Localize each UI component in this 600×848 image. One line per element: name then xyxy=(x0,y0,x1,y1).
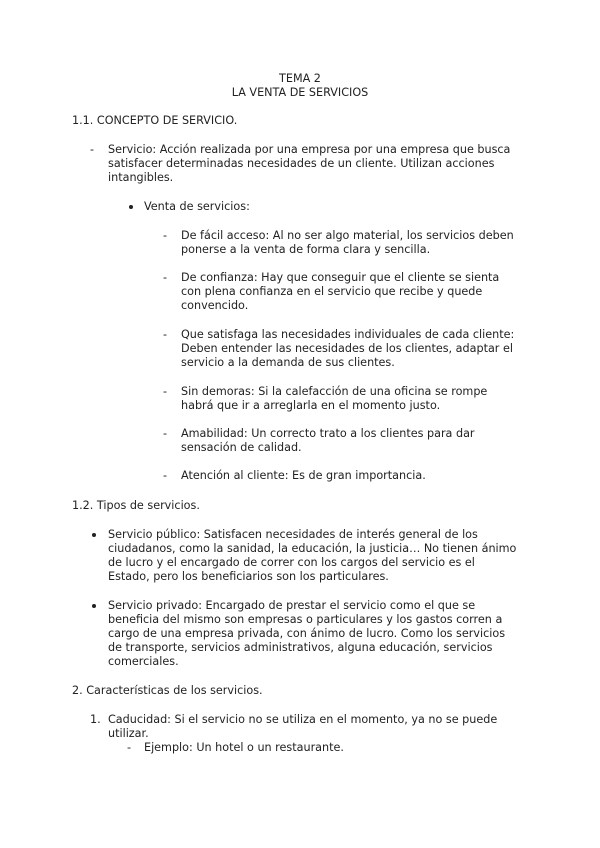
list-item-line: sensación de calidad. xyxy=(181,441,302,454)
list-item-line: ponerse a la venta de forma clara y sencilla. xyxy=(181,243,431,256)
section-heading-caracteristicas: 2. Características de los servicios. xyxy=(72,684,263,697)
list-dash: - xyxy=(163,385,168,398)
servicio-privado-line: Servicio privado: Encargado de prestar el servicio como el que se xyxy=(108,599,476,612)
caducidad-line: utilizar. xyxy=(108,727,149,740)
list-item-line: Atención al cliente: Es de gran importancia. xyxy=(181,469,426,482)
servicio-publico-line: ciudadanos, como la sanidad, la educación, la justicia… No tienen ánimo xyxy=(108,542,517,555)
list-item-line: servicio a la demanda de sus clientes. xyxy=(181,356,395,369)
list-number: 1. xyxy=(90,713,101,726)
list-item-line: Amabilidad: Un correcto trato a los clientes para dar xyxy=(181,427,475,440)
list-item-line: Que satisfaga las necesidades individuales de cada cliente: xyxy=(181,328,515,341)
servicio-privado-line: cargo de una empresa privada, con ánimo de lucro. Como los servicios xyxy=(108,627,506,640)
list-dash: - xyxy=(127,741,132,754)
servicio-definition-line: Servicio: Acción realizada por una empresa por una empresa que busca xyxy=(108,143,511,156)
bullet-dot xyxy=(92,604,96,608)
servicio-definition-line: satisfacer determinadas necesidades de un cliente. Utilizan acciones xyxy=(108,157,495,170)
caducidad-line: Caducidad: Si el servicio no se utiliza en el momento, ya no se puede xyxy=(108,713,498,726)
servicio-publico-line: Servicio público: Satisfacen necesidades de interés general de los xyxy=(108,528,478,541)
section-heading-tipos: 1.2. Tipos de servicios. xyxy=(72,499,200,512)
ejemplo-line: Ejemplo: Un hotel o un restaurante. xyxy=(144,741,344,754)
list-dash: - xyxy=(163,469,168,482)
list-item-line: De confianza: Hay que conseguir que el cliente se sienta xyxy=(181,271,500,284)
list-dash: - xyxy=(90,143,95,156)
list-item-line: Deben entender las necesidades de los clientes, adaptar el xyxy=(181,342,513,355)
bullet-dot xyxy=(129,205,133,209)
list-dash: - xyxy=(163,427,168,440)
bullet-dot xyxy=(92,533,96,537)
venta-servicios-label: Venta de servicios: xyxy=(144,200,250,213)
document-title: TEMA 2 xyxy=(279,72,321,85)
list-item-line: con plena confianza en el servicio que recibe y quede xyxy=(181,285,483,298)
servicio-privado-line: beneficia del mismo son empresas o particulares y los gastos corren a xyxy=(108,613,503,626)
list-item-line: De fácil acceso: Al no ser algo material, los servicios deben xyxy=(181,229,514,242)
section-heading-concepto: 1.1. CONCEPTO DE SERVICIO. xyxy=(72,114,238,127)
list-dash: - xyxy=(163,229,168,242)
list-item-line: habrá que ir a arreglarla en el momento justo. xyxy=(181,399,441,412)
list-item-line: Sin demoras: Si la calefacción de una oficina se rompe xyxy=(181,385,488,398)
servicio-publico-line: de lucro y el encargado de correr con los cargos del servicio es el xyxy=(108,556,475,569)
servicio-privado-line: de transporte, servicios administrativos, alguna educación, servicios xyxy=(108,641,493,654)
servicio-publico-line: Estado, pero los beneficiarios son los particulares. xyxy=(108,570,389,583)
servicio-definition-line: intangibles. xyxy=(108,171,174,184)
servicio-privado-line: comerciales. xyxy=(108,655,179,668)
document-subtitle: LA VENTA DE SERVICIOS xyxy=(231,86,369,99)
list-item-line: convencido. xyxy=(181,299,249,312)
list-dash: - xyxy=(163,271,168,284)
list-dash: - xyxy=(163,328,168,341)
